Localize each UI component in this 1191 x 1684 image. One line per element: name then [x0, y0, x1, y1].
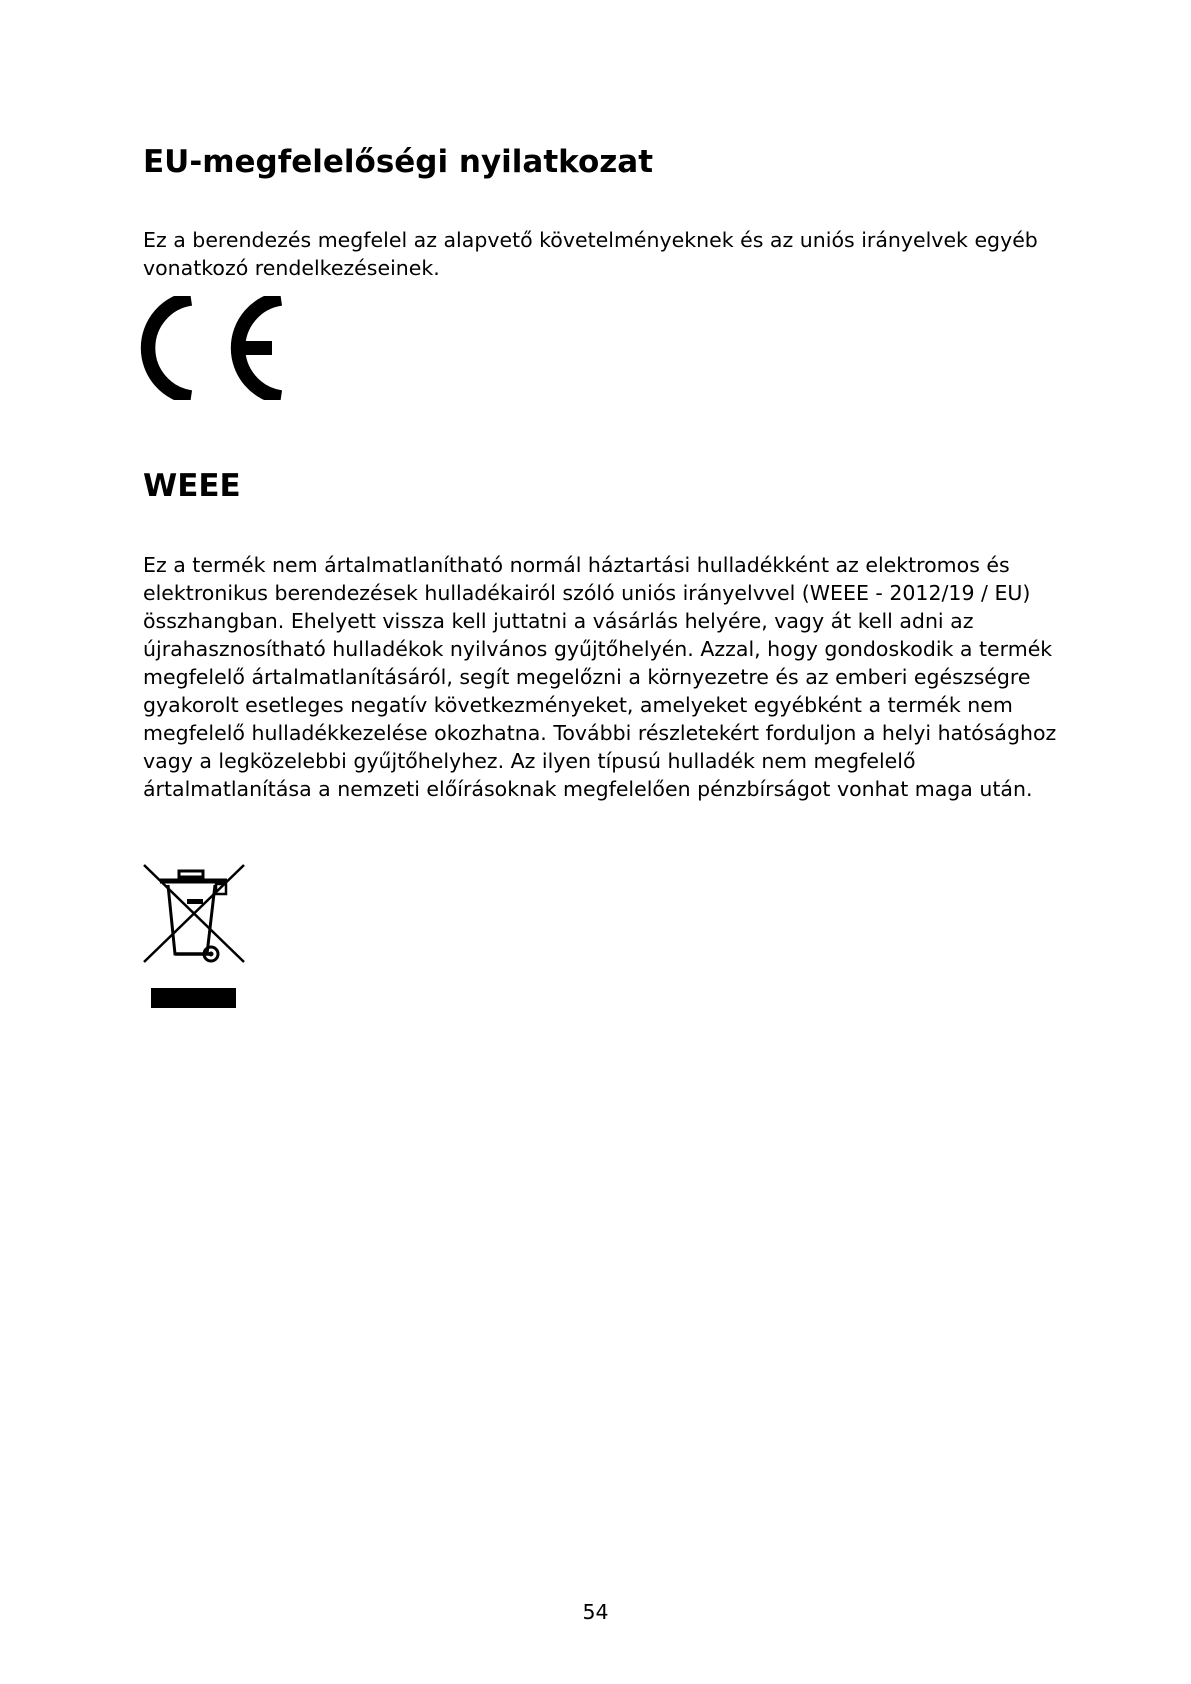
paragraph-line: újrahasznosítható hulladékok nyilvános gyűjtőhelyén. Azzal, hogy gondoskodik a termék	[143, 637, 1053, 661]
paragraph-line: elektronikus berendezések hulladékairól szóló uniós irányelvvel (WEEE - 2012/19 / EU)	[143, 581, 1031, 605]
page-number: 54	[582, 1600, 609, 1624]
ce-mark-icon	[140, 296, 285, 400]
eu-declaration-heading: EU-megfelelőségi nyilatkozat	[143, 144, 654, 180]
weee-paragraph	[143, 551, 1057, 803]
paragraph-line: összhangban. Ehelyett vissza kell juttatni a vásárlás helyére, vagy át kell adni az	[143, 609, 974, 633]
paragraph-line: megfelelő ártalmatlanításáról, segít megelőzni a környezetre és az emberi egészségre	[143, 665, 1031, 689]
paragraph-line: vonatkozó rendelkezéseinek.	[143, 256, 440, 280]
paragraph-line: megfelelő hulladékkezelése okozhatna. További részletekért forduljon a helyi hatósághoz	[143, 721, 1057, 745]
weee-heading: WEEE	[143, 468, 241, 504]
paragraph-line: Ez a berendezés megfelel az alapvető követelményeknek és az uniós irányelvek egyéb	[143, 228, 1038, 252]
eu-declaration-paragraph	[143, 226, 1048, 282]
paragraph-line: ártalmatlanítása a nemzeti előírásoknak megfelelően pénzbírságot vonhat maga után.	[143, 777, 1033, 801]
paragraph-line: vagy a legközelebbi gyűjtőhelyhez. Az ilyen típusú hulladék nem megfelelő	[143, 749, 916, 773]
paragraph-line: gyakorolt esetleges negatív következményeket, amelyeket egyébként a termék nem	[143, 693, 1013, 717]
crossed-out-wheelie-bin-icon	[141, 862, 247, 1012]
paragraph-line: Ez a termék nem ártalmatlanítható normál háztartási hulladékként az elektromos és	[143, 553, 1010, 577]
